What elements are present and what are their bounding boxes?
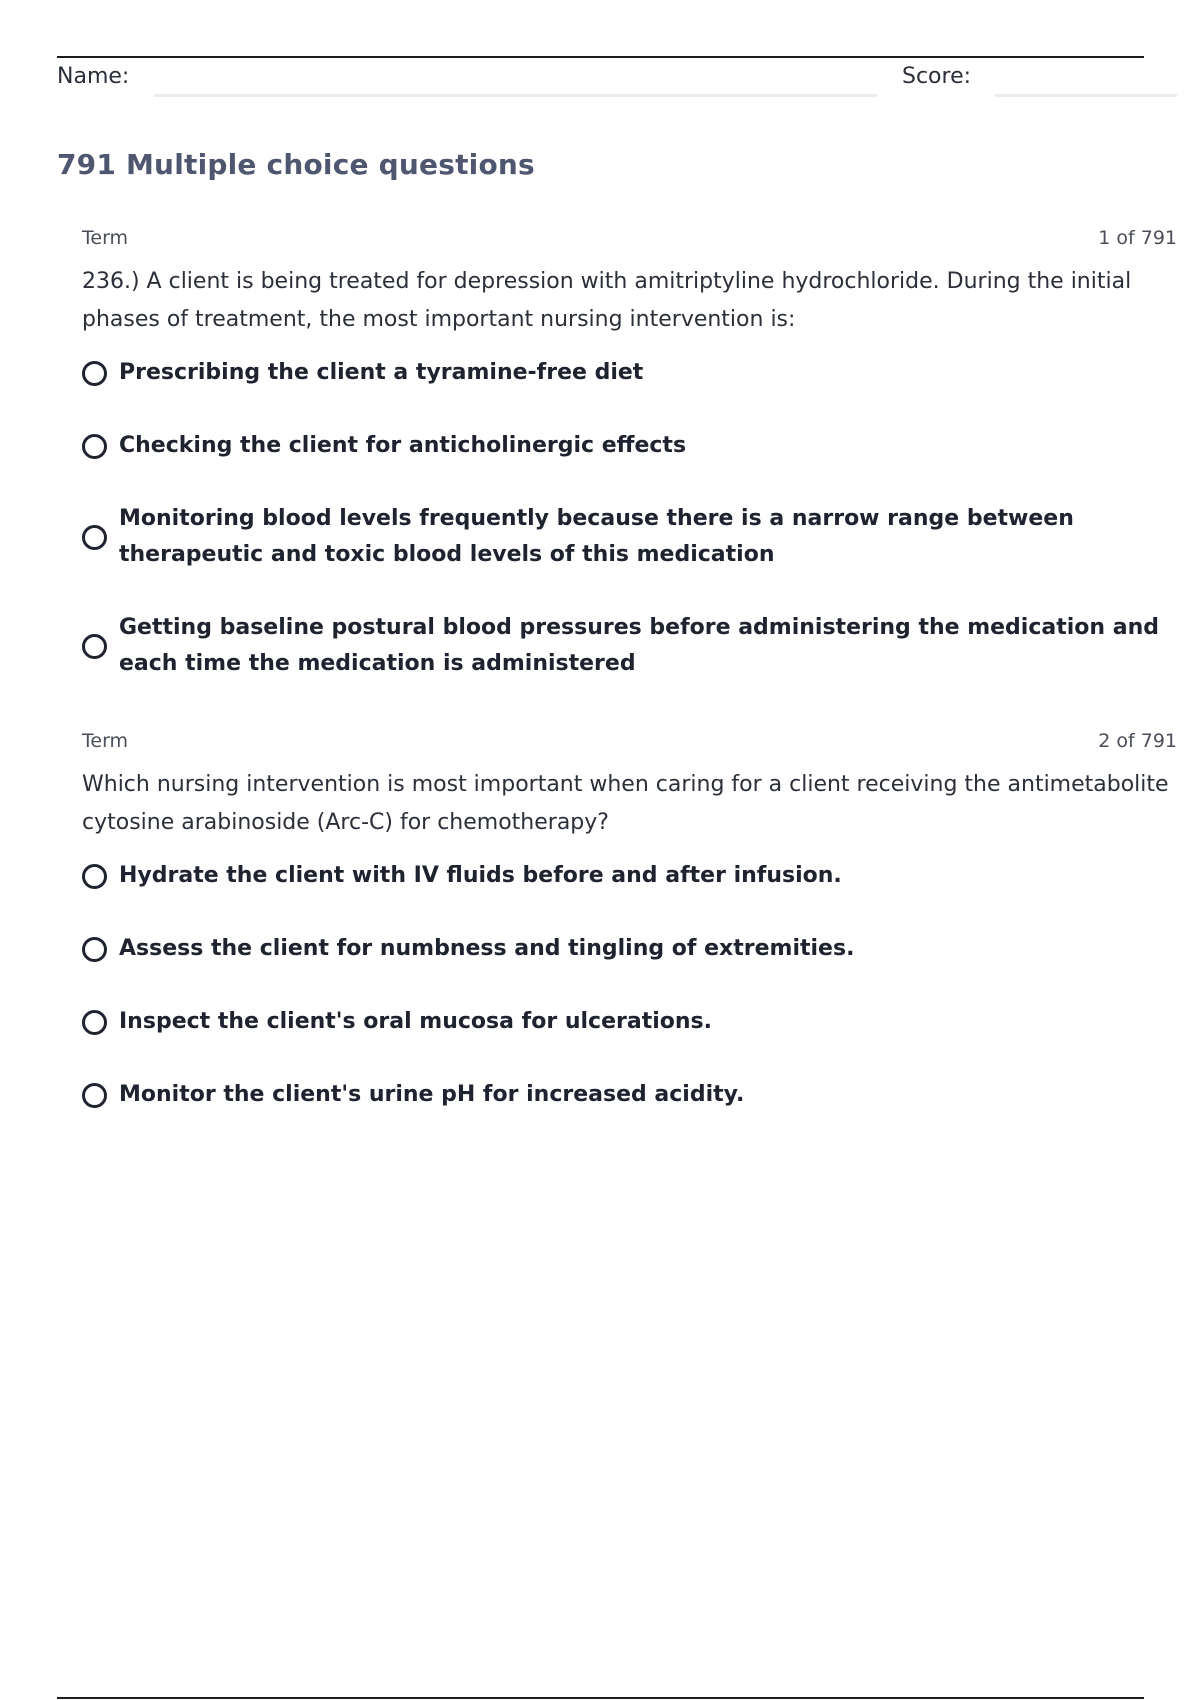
term-label: Term [82,730,129,752]
answer-option[interactable] [82,501,1177,573]
name-field[interactable] [154,94,877,97]
radio-button-icon[interactable] [82,361,107,386]
header [57,62,1177,102]
question-card [82,730,1177,1113]
question-header [82,730,1177,756]
answer-option-label: Hydrate the client with IV fluids before and after infusion. [119,863,842,888]
radio-button-icon[interactable] [82,1010,107,1035]
score-field[interactable] [995,94,1177,97]
answer-option-label: Inspect the client's oral mucosa for ulcerations. [119,1009,712,1034]
radio-button-icon[interactable] [82,434,107,459]
question-text: Which nursing intervention is most important when caring for a client receiving the antimetabolite cytosine arabinoside (Arc-C) for chemotherapy? [82,772,1169,835]
answer-option-label: Monitor the client's urine pH for increased acidity. [119,1082,745,1107]
answer-option[interactable] [82,610,1177,682]
answer-option[interactable] [82,355,1177,391]
radio-button-icon[interactable] [82,864,107,889]
answer-option[interactable] [82,1004,1177,1040]
answer-option[interactable] [82,428,1177,464]
radio-button-icon[interactable] [82,937,107,962]
answer-options [82,355,1177,682]
bottom-divider [57,1697,1144,1699]
radio-button-icon[interactable] [82,525,107,550]
answer-option-label: Checking the client for anticholinergic effects [119,433,687,458]
score-label: Score: [902,64,972,89]
question-card [82,227,1177,682]
answer-option-label: Assess the client for numbness and tingling of extremities. [119,936,855,961]
answer-option[interactable] [82,931,1177,967]
question-counter: 1 of 791 [1098,227,1177,249]
answer-option[interactable] [82,1077,1177,1113]
answer-options [82,858,1177,1113]
question-header [82,227,1177,253]
question-text: 236.) A client is being treated for depression with amitriptyline hydrochloride. During the initial phases of treatment, the most important nursing intervention is: [82,269,1132,332]
name-label: Name: [57,64,130,89]
answer-option-label: Monitoring blood levels frequently because there is a narrow range between therapeutic and toxic blood levels of this medication [119,506,1074,567]
top-divider [57,56,1144,58]
page-title: 791 Multiple choice questions [57,148,535,181]
answer-option-label: Getting baseline postural blood pressures before administering the medication and each time the medication is administered [119,615,1159,676]
answer-option[interactable] [82,858,1177,894]
radio-button-icon[interactable] [82,1083,107,1108]
term-label: Term [82,227,129,249]
radio-button-icon[interactable] [82,634,107,659]
question-counter: 2 of 791 [1098,730,1177,752]
answer-option-label: Prescribing the client a tyramine-free diet [119,360,644,385]
